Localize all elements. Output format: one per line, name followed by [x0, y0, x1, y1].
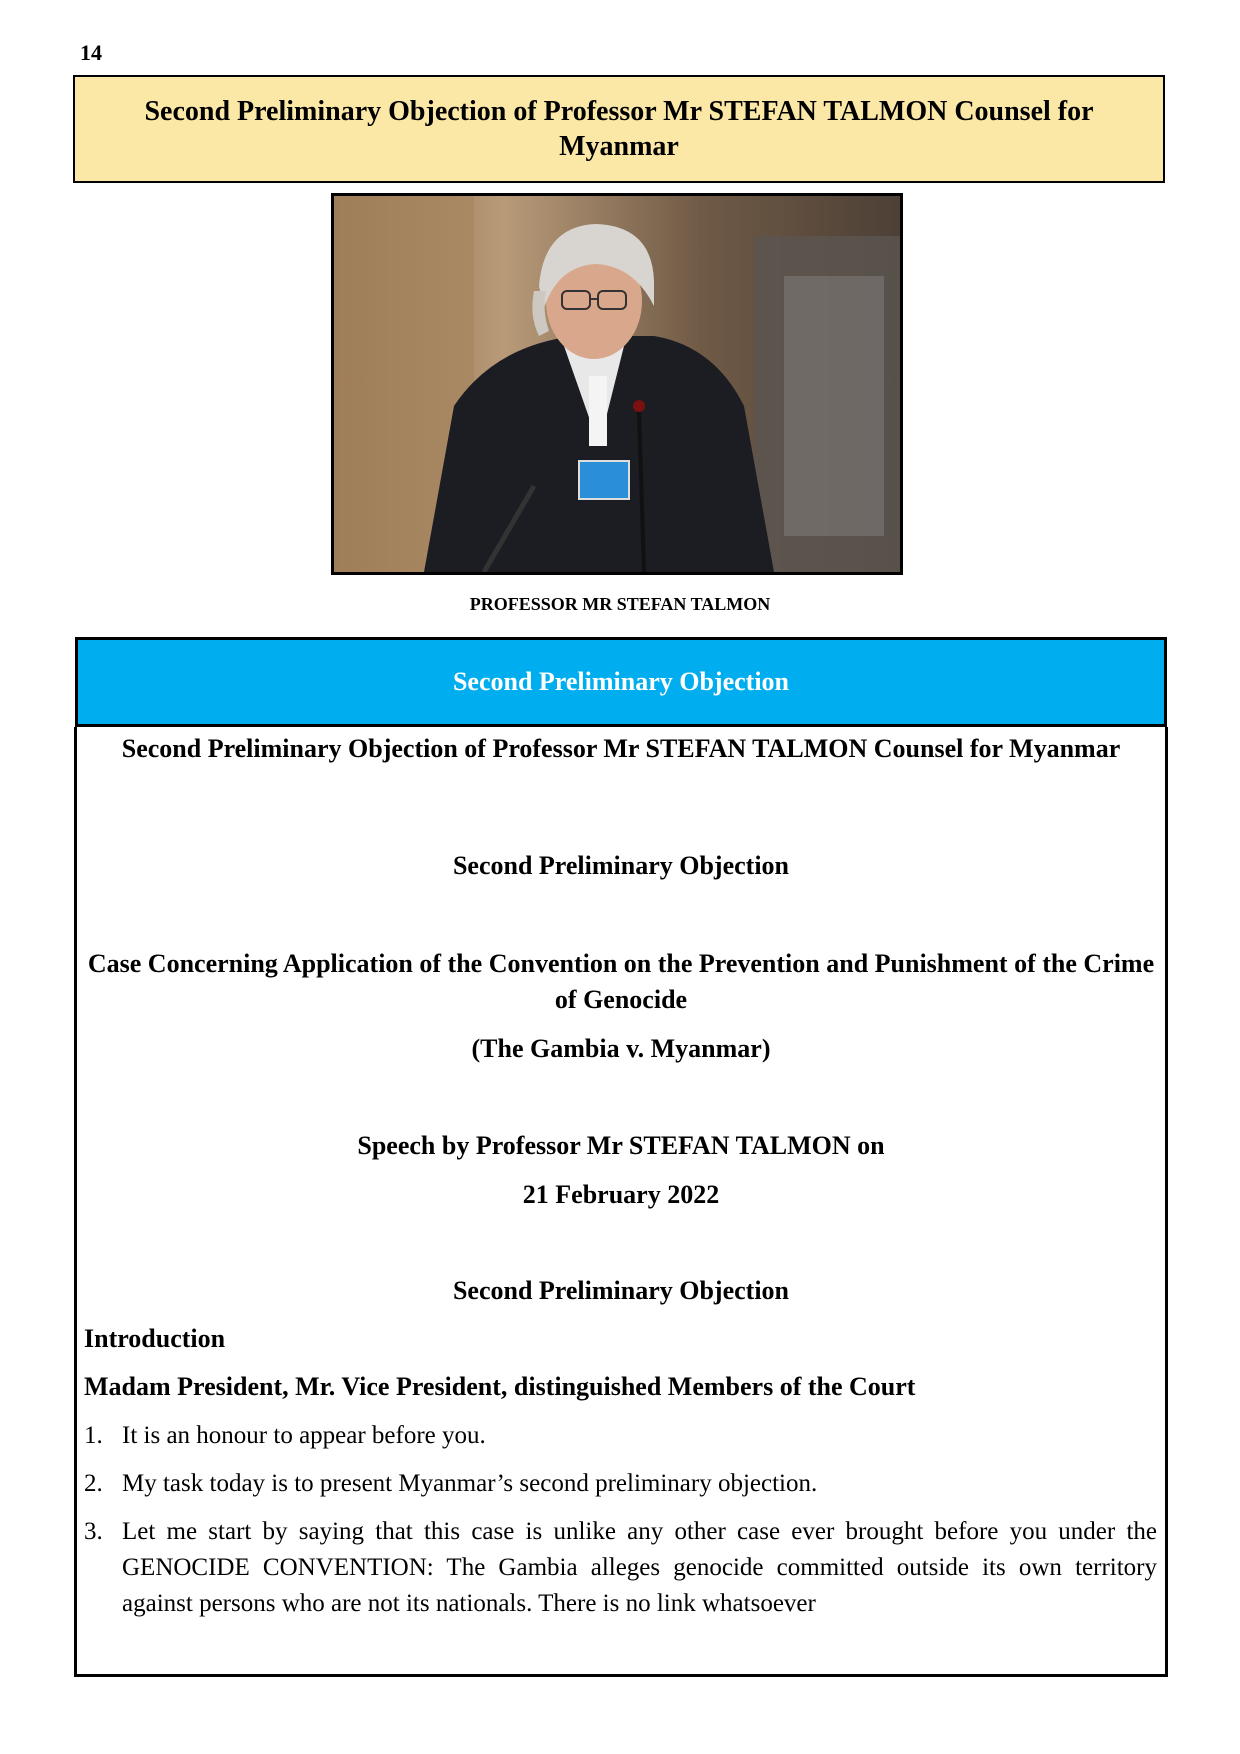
header-title-box — [73, 75, 1165, 183]
speaker-photo-image — [334, 196, 900, 572]
header-title: Second Preliminary Objection of Professor Mr STEFAN TALMON Counsel for Myanmar — [144, 96, 1094, 162]
intro-heading: Introduction — [84, 1324, 226, 1353]
paragraph-1 — [84, 1418, 1157, 1454]
paragraph-text: It is an honour to appear before you. — [122, 1422, 486, 1449]
content-title: Second Preliminary Objection of Professor Mr STEFAN TALMON Counsel for Myanmar — [121, 734, 1121, 763]
salutation: Madam President, Mr. Vice President, distinguished Members of the Court — [84, 1372, 916, 1401]
section-bar-title: Second Preliminary Objection — [452, 667, 790, 696]
subtitle-2: Second Preliminary Objection — [452, 1276, 790, 1305]
section-bar — [75, 637, 1167, 727]
paragraph-number: 3. — [84, 1518, 103, 1545]
speech-date: 21 February 2022 — [522, 1180, 720, 1209]
speech-line: Speech by Professor Mr STEFAN TALMON on — [357, 1131, 885, 1160]
paragraph-number: 1. — [84, 1422, 103, 1449]
case-parties: (The Gambia v. Myanmar) — [471, 1034, 771, 1063]
speaker-photo — [331, 193, 903, 575]
paragraph-number: 2. — [84, 1470, 103, 1497]
paragraph-3 — [84, 1514, 1157, 1622]
photo-caption: PROFESSOR MR STEFAN TALMON — [469, 594, 771, 614]
content-box — [74, 727, 1168, 1677]
case-title: Case Concerning Application of the Convention on the Prevention and Punishment of the Crime of Genocide — [87, 949, 1155, 1014]
paragraph-text: Let me start by saying that this case is unlike any other case ever brought before you under the GENOCIDE CONVENTION: The Gambia alleges genocide committed outside its own territory against persons who are not its nationals. There is no link whatsoever — [122, 1518, 1157, 1617]
paragraph-text: My task today is to present Myanmar’s second preliminary objection. — [122, 1470, 818, 1497]
subtitle-1: Second Preliminary Objection — [452, 851, 790, 880]
paragraph-2 — [84, 1466, 1157, 1502]
page-number: 14 — [80, 40, 102, 65]
